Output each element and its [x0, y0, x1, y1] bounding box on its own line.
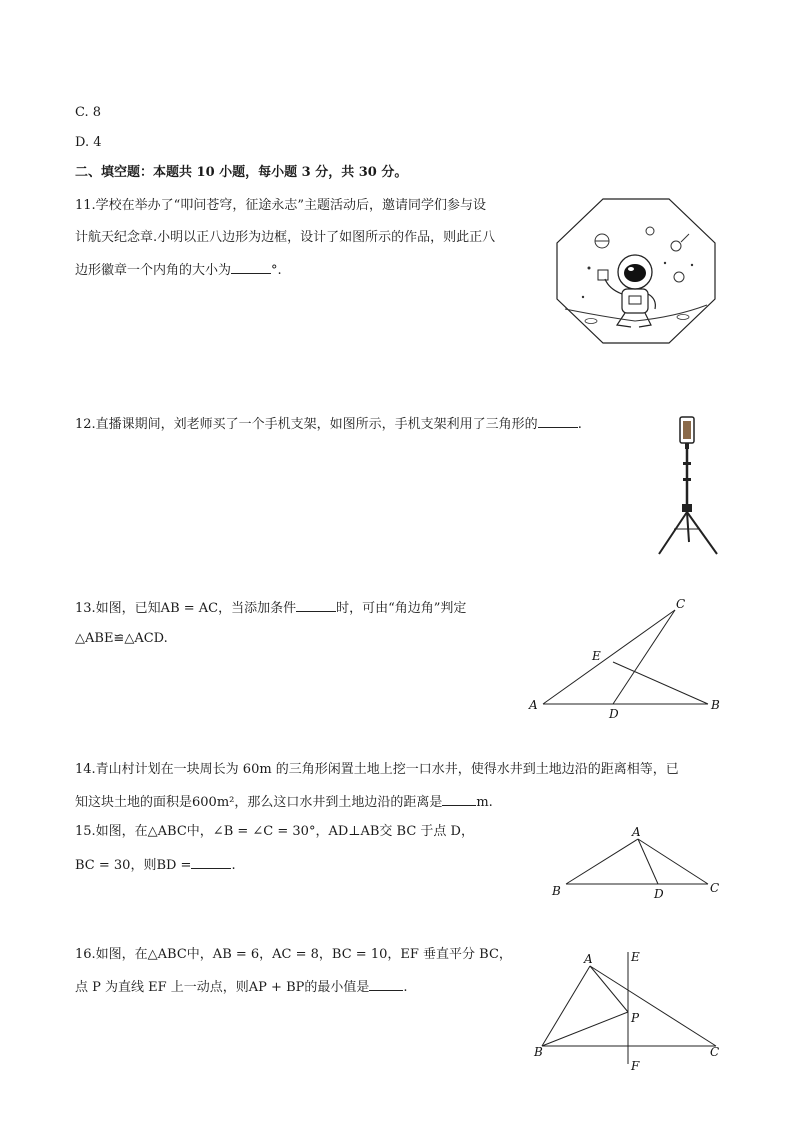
q13-triangle-figure: [525, 594, 730, 726]
q14-line1: 14.青山村计划在一块周长为 60m 的三角形闲置土地上挖一口水井，使得水井到土地边沿的距离相等，已: [75, 762, 679, 777]
q16-line2-tail: .: [403, 980, 408, 995]
segment-ab: [566, 839, 638, 884]
label-a: A: [632, 825, 641, 839]
q15-line2: [75, 855, 236, 875]
label-e: E: [631, 950, 640, 964]
q14-line2-text: 知这块土地的面积是600m²，那么这口水井到土地边沿的距离是: [75, 795, 443, 810]
segment-ab: [542, 966, 590, 1046]
q15-triangle-svg: [546, 822, 730, 902]
octagon-badge-figure: [545, 197, 727, 349]
label-d: D: [609, 707, 619, 721]
phone-stand-figure: [652, 414, 724, 564]
q13-line1: [75, 598, 466, 618]
q14-answer-blank[interactable]: [442, 792, 476, 806]
q11-line3-tail: °.: [271, 263, 282, 278]
q14-line2-tail: m.: [476, 795, 493, 810]
q15-line2-text: BC = 30，则BD =: [75, 858, 192, 873]
q15-line2-tail: .: [231, 858, 236, 873]
phone-stand-svg: [652, 414, 724, 560]
q16-line2-text: 点 P 为直线 EF 上一动点，则AP + BP的最小值是: [75, 980, 370, 995]
q16-line2: [75, 977, 408, 997]
q14-line2: [75, 792, 493, 812]
label-c: C: [710, 881, 720, 895]
label-b: B: [534, 1045, 543, 1059]
q12-answer-blank[interactable]: [538, 414, 578, 428]
q13-line1-tail: 时，可由“角边角”判定: [336, 601, 467, 616]
q15-answer-blank[interactable]: [191, 855, 231, 869]
q13-answer-blank[interactable]: [296, 598, 336, 612]
label-p: P: [631, 1011, 640, 1025]
option-c: C. 8: [75, 105, 102, 120]
comet-icon: [671, 241, 681, 251]
stand-leg-back: [687, 512, 689, 542]
segment-ac: [590, 966, 716, 1046]
q16-triangle-svg: [526, 944, 732, 1076]
small-planet-icon: [646, 227, 654, 235]
segment-ap: [590, 966, 628, 1012]
label-a: A: [529, 698, 538, 712]
q12-line1: [75, 414, 582, 434]
label-b: B: [711, 698, 720, 712]
segment-ac: [543, 610, 675, 704]
label-b: B: [552, 884, 561, 898]
q16-triangle-figure: [526, 944, 732, 1080]
octagon-badge-svg: [545, 197, 727, 345]
segment-bp: [542, 1012, 628, 1046]
label-c: C: [710, 1045, 720, 1059]
q15-line1: 15.如图，在△ABC中，∠B = ∠C = 30°，AD⊥AB交 BC 于点 D，: [75, 824, 474, 839]
option-d: D. 4: [75, 135, 102, 150]
section-heading: 二、填空题：本题共 10 小题，每小题 3 分，共 30 分。: [75, 165, 408, 180]
stand-leg-right: [687, 512, 717, 554]
moon-icon: [674, 272, 684, 282]
q13-line2: △ABE≌△ACD.: [75, 631, 168, 646]
label-c: C: [676, 597, 686, 611]
q11-line3: [75, 260, 282, 280]
stand-leg-left: [659, 512, 687, 554]
q11-line1: 11.学校在举办了“叩问苍穹，征途永志”主题活动后，邀请同学们参与设: [75, 198, 486, 213]
q12-line1-tail: .: [577, 417, 582, 432]
q11-answer-blank[interactable]: [231, 260, 271, 274]
q11-line3-text: 边形徽章一个内角的大小为: [75, 263, 232, 278]
q16-answer-blank[interactable]: [369, 977, 403, 991]
q15-triangle-figure: [546, 822, 730, 906]
label-a: A: [584, 952, 593, 966]
label-e: E: [592, 649, 601, 663]
q13-triangle-svg: [525, 594, 730, 722]
q12-line1-text: 12.直播课期间，刘老师买了一个手机支架，如图所示，手机支架利用了三角形的: [75, 417, 538, 432]
q13-line1-text: 13.如图，已知AB = AC，当添加条件: [75, 601, 297, 616]
label-d: D: [654, 887, 664, 901]
q11-line2: 计航天纪念章.小明以正八边形为边框，设计了如图所示的作品，则此正八: [75, 230, 496, 245]
segment-cd: [613, 610, 675, 704]
q16-line1: 16.如图，在△ABC中，AB = 6，AC = 8，BC = 10，EF 垂直平分 BC，: [75, 947, 512, 962]
label-f: F: [631, 1059, 640, 1073]
